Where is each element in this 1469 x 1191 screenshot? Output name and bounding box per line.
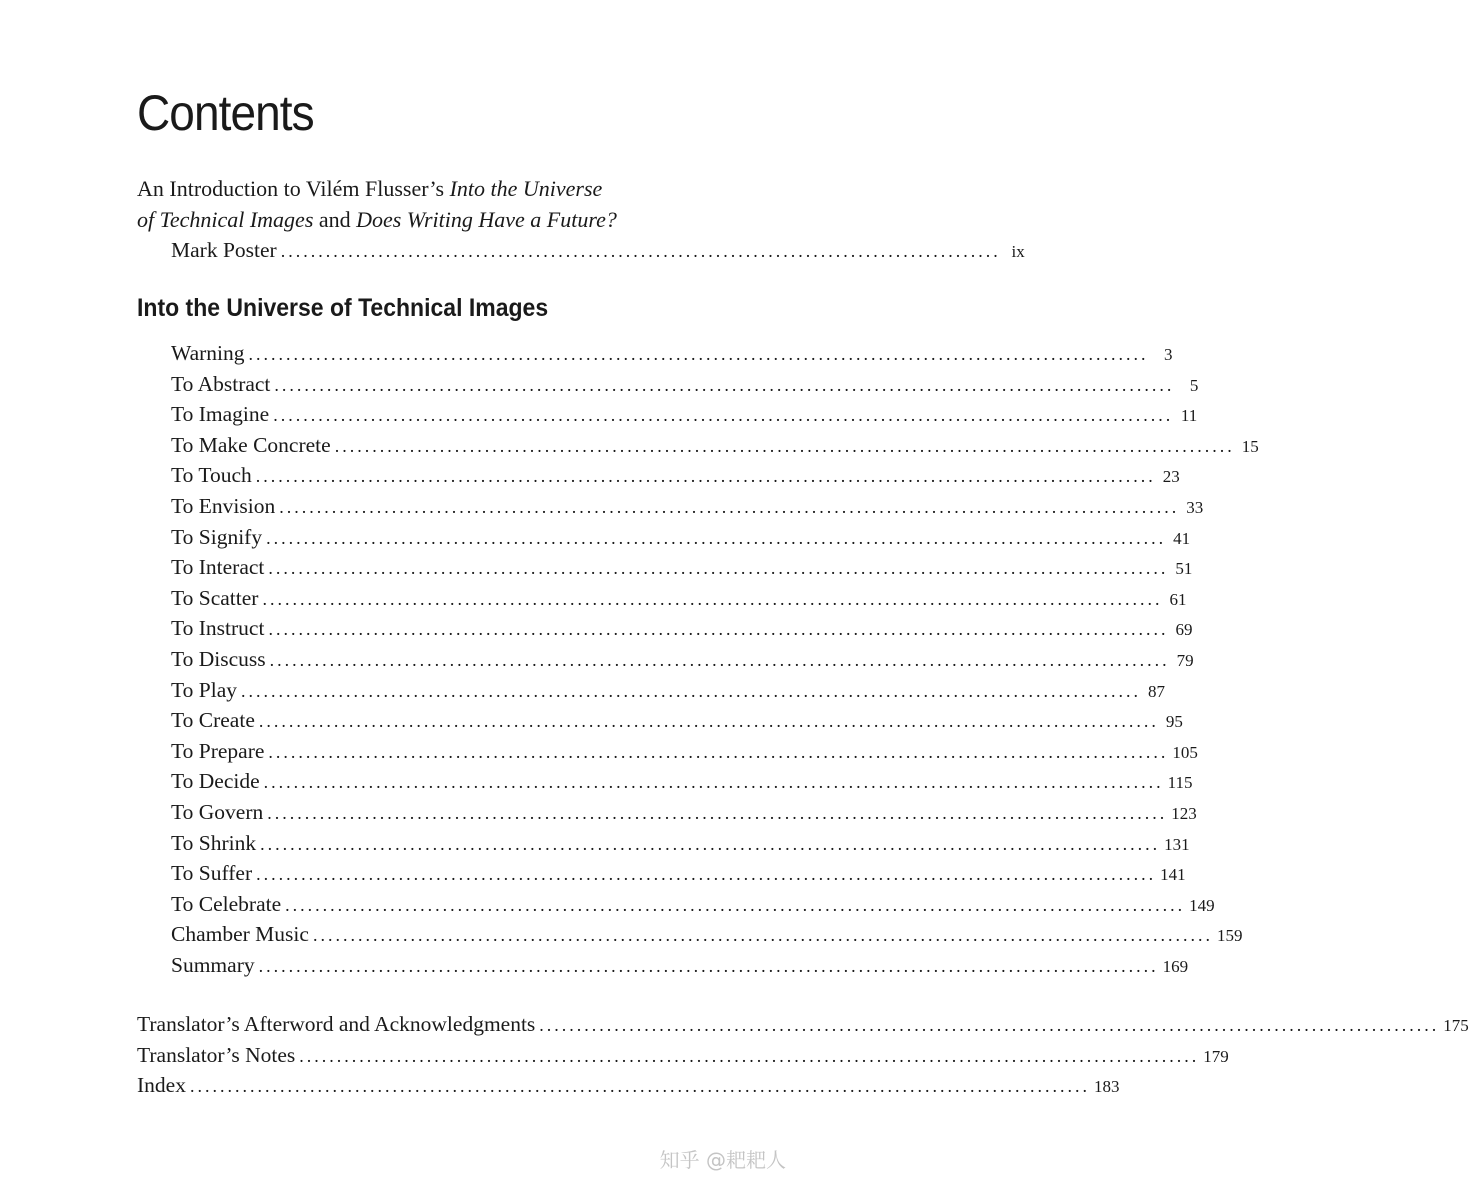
toc-entry[interactable] [171,402,1198,427]
dot-leader: ........................................................................................................................ [240,680,1141,701]
dot-leader: ........................................................................................................................ [274,374,1175,395]
watermark: 知乎 @耙耙人 [659,1148,786,1172]
toc-entry-label: To Govern [171,800,264,824]
toc-entry[interactable] [171,585,1187,610]
toc-entry-label: To Suffer [171,861,253,886]
toc-entry-page: 5 [1189,375,1199,395]
dot-leader: ........................................................................................................................ [256,864,1157,885]
toc-entry-label: Translator’s Afterword and Acknowledgments [137,1012,536,1036]
toc-entry[interactable] [171,616,1193,641]
dot-leader: ........................................................................................................................ [262,588,1163,609]
intro-title-prefix: An Introduction to Vilém Flusser’s [137,176,450,201]
toc-entry-label: To Touch [171,463,252,488]
dot-leader: ........................................................................................................................ [299,1045,1200,1066]
dot-leader: ........................................................................................................................ [279,497,1180,517]
toc-entry-label: To Prepare [171,738,265,763]
toc-entry-label: To Make Concrete [171,432,331,457]
toc-entry[interactable] [171,524,1191,549]
toc-entry-page: 131 [1164,834,1190,854]
dot-leader: ........................................................................................................................ [258,956,1159,976]
dot-leader: ........................................................................................................................ [539,1015,1440,1035]
toc-entry-page: 123 [1171,804,1197,823]
toc-entry-label: Summary [171,953,255,977]
toc-entry-page: 159 [1216,926,1243,946]
dot-leader: ........................................................................................................................ [273,405,1174,426]
toc-entry[interactable] [171,922,1243,947]
toc-entry-page: 61 [1169,589,1187,609]
toc-entry[interactable] [171,800,1197,824]
toc-entry[interactable] [171,341,1173,365]
toc-entry-page: 87 [1147,681,1165,701]
toc-entry-page: 175 [1443,1016,1469,1035]
toc-entry-label: To Discuss [171,647,266,671]
intro-title-line-1 [137,178,602,200]
toc-entry[interactable] [137,1073,1120,1098]
toc-entry-page: 105 [1172,742,1198,762]
toc-entry-label: To Decide [171,769,260,794]
toc-entry[interactable] [171,371,1199,396]
toc-entry-label: To Envision [171,494,276,518]
dot-leader: ........................................................................................................................ [268,619,1169,640]
dot-leader: ........................................................................................................................ [334,435,1235,456]
toc-entry-label: To Abstract [171,371,271,396]
page-title: Contents [137,85,314,141]
dot-leader: ........................................................................................................................ [189,1076,1090,1097]
toc-entry-label: To Imagine [171,402,270,427]
toc-entry[interactable] [171,861,1186,886]
toc-entry-page: 3 [1164,345,1173,364]
dot-leader: ........................................................................................................................ [312,925,1213,946]
toc-entry-label: To Create [171,708,255,733]
toc-entry-label: To Celebrate [171,891,282,916]
dot-leader: ........................................................................................................................ [258,711,1159,732]
toc-entry-page: 11 [1180,406,1198,426]
toc-entry-page: 183 [1093,1077,1120,1097]
toc-entry-label: Chamber Music [171,922,309,947]
toc-entry[interactable] [171,830,1190,855]
toc-entry-label: Warning [171,341,245,365]
dot-leader: ........................................................................................................................ [267,803,1168,823]
toc-entry-label: To Shrink [171,830,257,855]
toc-entry[interactable] [171,432,1259,457]
toc-entry[interactable] [171,738,1198,763]
intro-second-title-italic: Does Writing Have a Future? [356,207,617,232]
toc-entry[interactable] [171,891,1215,916]
toc-entry[interactable] [137,1042,1229,1067]
intro-book-title-italic-cont: of Technical Images [137,207,314,232]
toc-entry[interactable] [171,953,1189,977]
toc-entry-page: 79 [1176,651,1194,670]
toc-entry-label: To Interact [171,555,265,580]
toc-entry-label: Index [137,1073,186,1098]
intro-title-line-2 [137,209,617,231]
toc-entry-page: 95 [1165,712,1183,732]
toc-entry[interactable] [171,708,1183,733]
toc-entry[interactable] [171,647,1194,671]
toc-entry[interactable] [171,555,1193,580]
toc-entry-page: 149 [1189,895,1215,915]
toc-entry[interactable] [171,769,1193,794]
toc-entry-page: 141 [1160,865,1186,885]
toc-entry[interactable] [137,1012,1469,1036]
dot-leader: ........................................................................................................................ [248,344,1149,364]
toc-entry[interactable] [171,463,1180,488]
dot-leader: ................................................................................................ [280,241,1001,261]
dot-leader: ........................................................................................................................ [285,894,1186,915]
toc-entry-label: To Signify [171,524,263,549]
toc-entry-page: 41 [1173,528,1191,548]
toc-entry[interactable] [171,494,1204,518]
dot-leader: ........................................................................................................................ [266,527,1167,548]
toc-entry-page: 179 [1203,1046,1229,1066]
toc-entry-page: 15 [1241,436,1259,456]
toc-entry-page: ix [1011,242,1025,261]
toc-entry-page: 51 [1175,559,1193,579]
dot-leader: ........................................................................................................................ [263,772,1164,793]
section-heading: Into the Universe of Technical Images [137,294,549,322]
toc-entry-label: To Play [171,677,237,702]
dot-leader: ........................................................................................................................ [268,558,1169,579]
toc-entry-introduction-author[interactable] [171,238,1025,262]
intro-title-conjunction: and [313,207,357,232]
dot-leader: ........................................................................................................................ [269,650,1170,670]
toc-entry-label: To Instruct [171,616,265,641]
toc-entry-page: 115 [1167,773,1193,793]
intro-book-title-italic: Into the Universe [449,176,603,201]
toc-entry-label: Translator’s Notes [137,1042,296,1067]
toc-entry-page: 33 [1186,498,1204,517]
toc-entry[interactable] [171,677,1165,702]
toc-entry-label: To Scatter [171,585,259,610]
toc-entry-page: 169 [1162,957,1189,976]
toc-entry-label: Mark Poster [171,238,277,262]
toc-entry-page: 23 [1162,467,1180,487]
dot-leader: ........................................................................................................................ [260,833,1161,854]
toc-entry-page: 69 [1175,620,1193,640]
dot-leader: ........................................................................................................................ [268,741,1169,762]
dot-leader: ........................................................................................................................ [255,466,1156,487]
